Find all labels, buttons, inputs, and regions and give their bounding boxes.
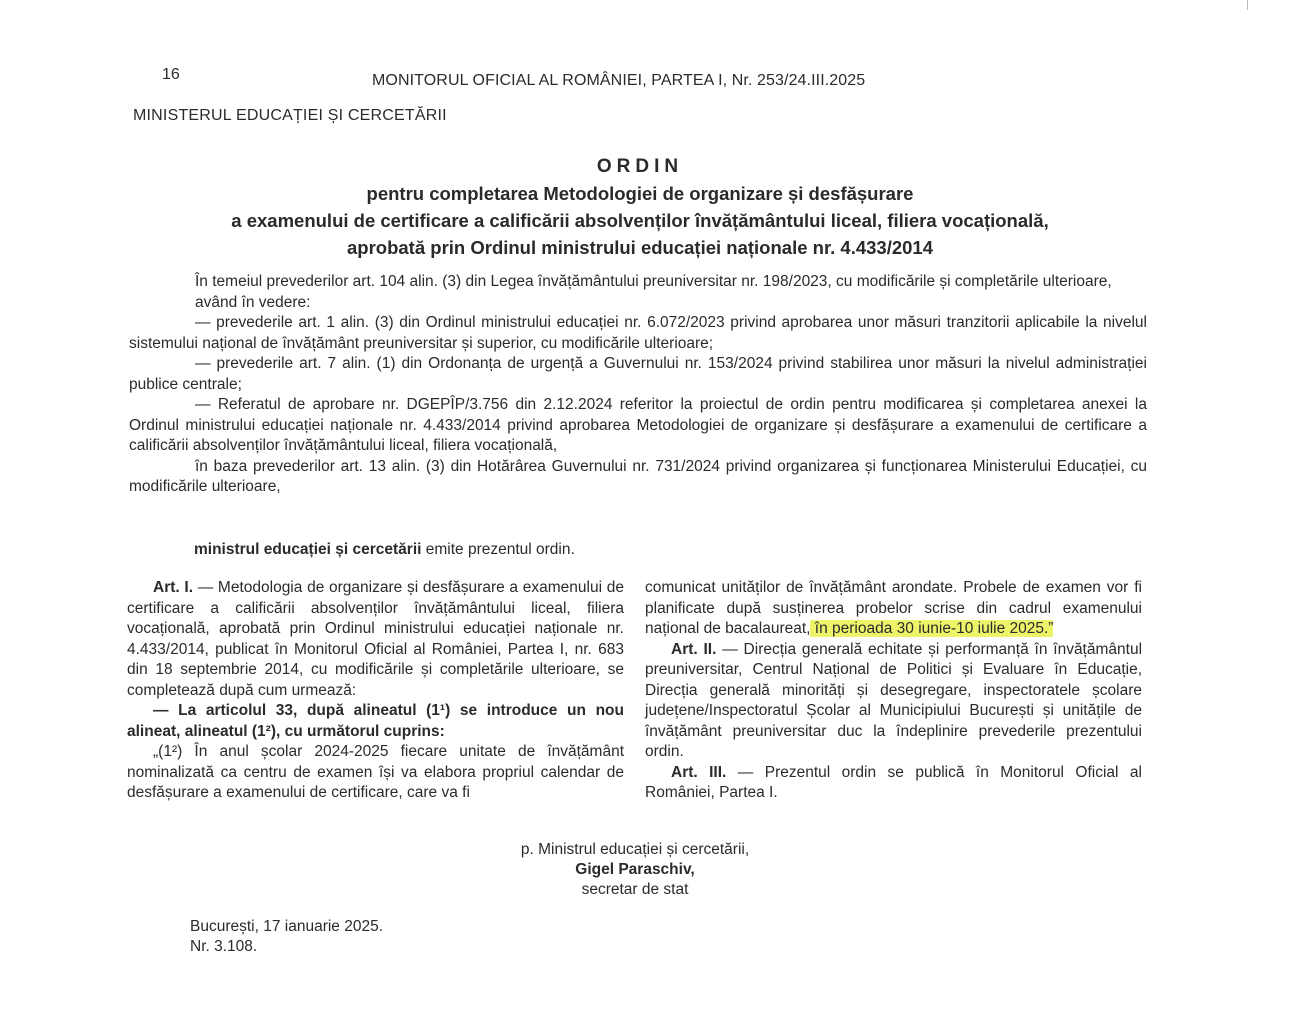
right-column bbox=[645, 578, 1142, 804]
ministry-name: MINISTERUL EDUCAȚIEI ȘI CERCETĂRII bbox=[133, 107, 447, 124]
footer bbox=[190, 917, 383, 957]
title-line-3: aprobată prin Ordinul ministrului educației naționale nr. 4.433/2014 bbox=[347, 237, 933, 258]
preamble-paragraph: — prevederile art. 1 alin. (3) din Ordinul ministrului educației nr. 6.072/2023 privind aprobarea unor măsuri tranzitorii aplicabile la nivelul sistemului național de învățământ preuniversitar și superior, cu modificările ulterioare; bbox=[129, 314, 1147, 352]
article-3-text: — Prezentul ordin se publică în Monitorul Oficial al României, Partea I. bbox=[645, 763, 1142, 801]
emits-subject: ministrul educației și cercetării bbox=[194, 541, 422, 558]
order-number: Nr. 3.108. bbox=[190, 938, 258, 955]
article-2 bbox=[645, 640, 1142, 763]
signatory-role: secretar de stat bbox=[581, 881, 689, 898]
preamble bbox=[129, 272, 1147, 498]
article-1 bbox=[127, 578, 624, 701]
emits-rest: emite prezentul ordin. bbox=[421, 541, 575, 558]
signature-block bbox=[470, 840, 800, 900]
article-3 bbox=[645, 763, 1142, 804]
publication-header: MONITORUL OFICIAL AL ROMÂNIEI, PARTEA I, Nr. 253/24.III.2025 bbox=[372, 72, 866, 89]
scan-edge-mark bbox=[1247, 0, 1248, 10]
continuation-paragraph bbox=[645, 578, 1142, 640]
article-2-text: — Direcția generală echitate și performanță în învățământul preuniversitar, Centrul Național de Politici și Evaluare în Educație, Direcția generală minorități și desegregare, inspectoratele școlare județene/Inspectoratul Școlar al Municipiului București și unitățile de învățământ preuniversitar duc la îndeplinire prevederile prezentului ordin. bbox=[645, 640, 1143, 760]
order-title bbox=[150, 153, 1130, 261]
order-heading: ORDIN bbox=[596, 156, 684, 177]
preamble-paragraph: în baza prevederilor art. 13 alin. (3) din Hotărârea Guvernului nr. 731/2024 privind organizarea și funcționarea Ministerului Educației, cu modificările ulterioare, bbox=[129, 457, 1147, 495]
article-2-label: Art. II. bbox=[671, 640, 717, 658]
preamble-paragraph: În temeiul prevederilor art. 104 alin. (3) din Legea învățământului preuniversitar nr. 198/2023, cu modificările și completările ulterioare, bbox=[195, 273, 1112, 290]
continuation-text: comunicat unităților de învățământ arondate. Probele de examen vor fi planificate după susținerea probelor scrise din cadrul examenului național de bacalaureat, bbox=[645, 579, 1142, 637]
left-column bbox=[127, 578, 624, 804]
article-1-text: — Metodologia de organizare și desfășurare a examenului de certificare a calificării absolvenților învățământului liceal, filiera vocațională, aprobată prin Ordinul ministrului educației naționale nr. 4.433/2014, publicat în Monitorul Oficial al României, Partea I, nr. 683 din 18 septembrie 2014, cu modificările și completările ulterioare, se completează după cum urmează: bbox=[127, 579, 624, 699]
new-paragraph-text: „(1²) În anul școlar 2024-2025 fiecare unitate de învățământ nominalizată ca centru de examen își va elabora propriul calendar de desfășurare a examenului de certificare, care va fi bbox=[127, 743, 624, 801]
highlighted-period: în perioada 30 iunie-10 iulie 2025.” bbox=[810, 620, 1054, 637]
preamble-paragraph: având în vedere: bbox=[195, 293, 311, 311]
preamble-paragraph: — Referatul de aprobare nr. DGEPÎP/3.756 din 2.12.2024 referitor la proiectul de ordin pentru modificarea și completarea anexei la Ordinul ministrului educației naționale nr. 4.433/2014 privind aprobarea Metodologiei de organizare și desfășurare a examenului de certificare a calificării absolvenților învățământului liceal, filiera vocațională, bbox=[129, 396, 1147, 454]
place-date: București, 17 ianuarie 2025. bbox=[190, 918, 384, 935]
emits-line bbox=[194, 541, 575, 559]
preamble-paragraph: — prevederile art. 7 alin. (1) din Ordonanța de urgență a Guvernului nr. 153/2024 privind stabilirea unor măsuri la nivelul administrației publice centrale; bbox=[129, 355, 1147, 393]
article-3-label: Art. III. bbox=[671, 763, 727, 781]
title-line-1: pentru completarea Metodologiei de organizare și desfășurare bbox=[366, 183, 914, 204]
page-number: 16 bbox=[162, 66, 180, 83]
article-1-label: Art. I. bbox=[153, 579, 194, 596]
signature-line: p. Ministrul educației și cercetării, bbox=[520, 841, 750, 858]
amendment-intro: — La articolul 33, după alineatul (1¹) se introduce un nou alineat, alineatul (1²), cu următorul cuprins: bbox=[127, 702, 624, 740]
signatory-name: Gigel Paraschiv, bbox=[575, 861, 695, 878]
title-line-2: a examenului de certificare a calificării absolvenților învățământului liceal, filiera vocațională, bbox=[231, 210, 1049, 231]
